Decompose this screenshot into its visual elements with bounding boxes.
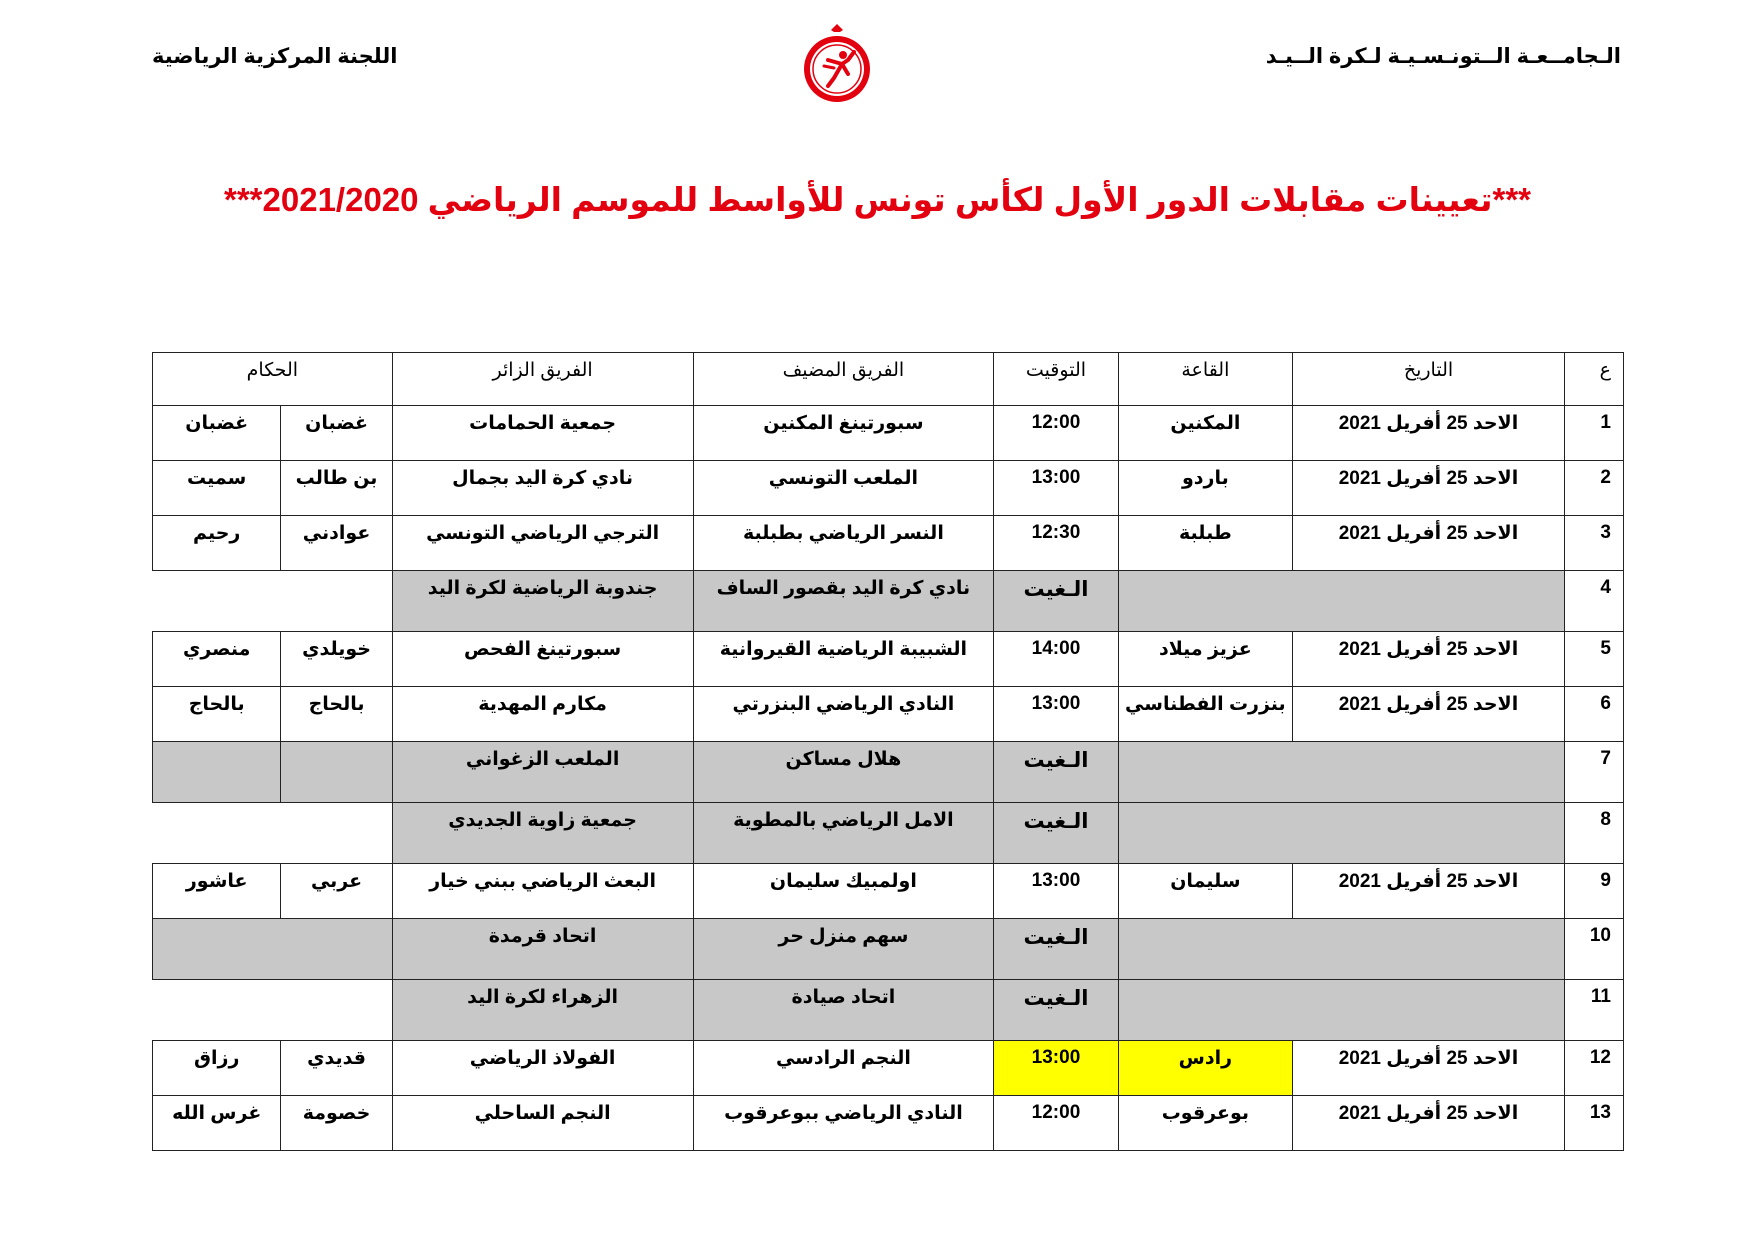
match-number: 11	[1564, 980, 1623, 1041]
match-venue: المكنين	[1118, 406, 1292, 461]
match-number: 9	[1564, 864, 1623, 919]
match-number: 1	[1564, 406, 1623, 461]
match-number: 7	[1564, 742, 1623, 803]
away-team: مكارم المهدية	[392, 687, 693, 742]
header-venue: القاعة	[1118, 353, 1292, 406]
cancelled-label: الـغيت	[994, 803, 1118, 864]
referee-2: غضبان	[153, 406, 281, 461]
empty-referee-cell	[281, 742, 392, 803]
table-row	[153, 406, 1624, 461]
match-venue: رادس	[1118, 1041, 1292, 1096]
committee-name: اللجنة المركزية الرياضية	[152, 45, 398, 68]
referee-1: عوادني	[281, 516, 392, 571]
match-number: 5	[1564, 632, 1623, 687]
empty-cell	[153, 571, 393, 632]
home-team: النسر الرياضي بطبلبة	[693, 516, 994, 571]
header-away: الفريق الزائر	[392, 353, 693, 406]
match-number: 13	[1564, 1096, 1623, 1151]
match-date: الاحد 25 أفريل 2021	[1293, 1041, 1565, 1096]
match-date: الاحد 25 أفريل 2021	[1293, 406, 1565, 461]
match-venue: بنزرت الفطناسي	[1118, 687, 1292, 742]
away-team: الملعب الزغواني	[392, 742, 693, 803]
referee-2: رزاق	[153, 1041, 281, 1096]
referee-1: خويلدي	[281, 632, 392, 687]
table-row	[153, 742, 1624, 803]
empty-referee-cell	[153, 742, 281, 803]
match-venue: بوعرقوب	[1118, 1096, 1292, 1151]
table-row	[153, 803, 1624, 864]
match-time: 12:00	[994, 1096, 1118, 1151]
referee-2: سميت	[153, 461, 281, 516]
empty-shaded-cell	[1118, 919, 1564, 980]
federation-name: الـجامــعـة الــتونـسـيـة لـكرة الــيـد	[1265, 45, 1621, 68]
match-date: الاحد 25 أفريل 2021	[1293, 461, 1565, 516]
table-row	[153, 980, 1624, 1041]
match-number: 3	[1564, 516, 1623, 571]
referee-2: منصري	[153, 632, 281, 687]
table-row	[153, 632, 1624, 687]
home-team: سهم منزل حر	[693, 919, 994, 980]
away-team: جمعية زاوية الجديدي	[392, 803, 693, 864]
table-row	[153, 864, 1624, 919]
match-venue: سليمان	[1118, 864, 1292, 919]
cancelled-label: الـغيت	[994, 980, 1118, 1041]
match-date: الاحد 25 أفريل 2021	[1293, 516, 1565, 571]
referee-1: عربي	[281, 864, 392, 919]
table-row	[153, 1096, 1624, 1151]
home-team: النادي الرياضي ببوعرقوب	[693, 1096, 994, 1151]
page-title: ***تعيينات مقابلات الدور الأول لكأس تونس للأواسط للموسم الرياضي 2021/2020***	[223, 181, 1532, 218]
empty-shaded-cell	[1118, 742, 1564, 803]
match-number: 12	[1564, 1041, 1623, 1096]
away-team: الزهراء لكرة اليد	[392, 980, 693, 1041]
away-team: البعث الرياضي ببني خيار	[392, 864, 693, 919]
referee-1: قديدي	[281, 1041, 392, 1096]
empty-shaded-cell	[1118, 980, 1564, 1041]
referee-2: عاشور	[153, 864, 281, 919]
table-row	[153, 919, 1624, 980]
match-date: الاحد 25 أفريل 2021	[1293, 1096, 1565, 1151]
match-time: 12:00	[994, 406, 1118, 461]
match-time: 13:00	[994, 461, 1118, 516]
match-number: 8	[1564, 803, 1623, 864]
away-team: سبورتينغ الفحص	[392, 632, 693, 687]
away-team: النجم الساحلي	[392, 1096, 693, 1151]
home-team: سبورتينغ المكنين	[693, 406, 994, 461]
table-row	[153, 516, 1624, 571]
header-time: التوقيت	[994, 353, 1118, 406]
match-date: الاحد 25 أفريل 2021	[1293, 864, 1565, 919]
home-team: النادي الرياضي البنزرتي	[693, 687, 994, 742]
match-number: 4	[1564, 571, 1623, 632]
match-time: 12:30	[994, 516, 1118, 571]
away-team: جمعية الحمامات	[392, 406, 693, 461]
home-team: نادي كرة اليد بقصور الساف	[693, 571, 994, 632]
match-time: 13:00	[994, 687, 1118, 742]
away-team: جندوبة الرياضية لكرة اليد	[392, 571, 693, 632]
empty-cell	[153, 803, 393, 864]
cancelled-label: الـغيت	[994, 919, 1118, 980]
home-team: النجم الرادسي	[693, 1041, 994, 1096]
referee-1: غضبان	[281, 406, 392, 461]
match-venue: طبلبة	[1118, 516, 1292, 571]
cancelled-label: الـغيت	[994, 742, 1118, 803]
home-team: هلال مساكن	[693, 742, 994, 803]
table-header-row	[153, 353, 1624, 406]
home-team: الملعب التونسي	[693, 461, 994, 516]
away-team: الفولاذ الرياضي	[392, 1041, 693, 1096]
empty-shaded-cell	[1118, 803, 1564, 864]
handball-federation-logo-icon	[798, 22, 876, 106]
home-team: اتحاد صيادة	[693, 980, 994, 1041]
cancelled-label: الـغيت	[994, 571, 1118, 632]
match-venue: باردو	[1118, 461, 1292, 516]
match-number: 6	[1564, 687, 1623, 742]
match-number: 2	[1564, 461, 1623, 516]
referee-1: خصومة	[281, 1096, 392, 1151]
header-num: ع	[1564, 353, 1623, 406]
referee-2: رحيم	[153, 516, 281, 571]
header-home: الفريق المضيف	[693, 353, 994, 406]
table-row	[153, 461, 1624, 516]
header-refs: الحكام	[153, 353, 393, 406]
table-row	[153, 687, 1624, 742]
away-team: اتحاد قرمدة	[392, 919, 693, 980]
match-number: 10	[1564, 919, 1623, 980]
away-team: نادي كرة اليد بجمال	[392, 461, 693, 516]
match-time: 13:00	[994, 1041, 1118, 1096]
referee-1: بن طالب	[281, 461, 392, 516]
empty-cell	[153, 980, 393, 1041]
referee-2: غرس الله	[153, 1096, 281, 1151]
assignments-table	[152, 352, 1624, 1151]
match-time: 14:00	[994, 632, 1118, 687]
home-team: اولمبيك سليمان	[693, 864, 994, 919]
empty-shaded-cell	[1118, 571, 1564, 632]
table-row	[153, 1041, 1624, 1096]
home-team: الشبيبة الرياضية القيروانية	[693, 632, 994, 687]
match-date: الاحد 25 أفريل 2021	[1293, 687, 1565, 742]
empty-referee-cell	[153, 919, 393, 980]
away-team: الترجي الرياضي التونسي	[392, 516, 693, 571]
referee-2: بالحاج	[153, 687, 281, 742]
referee-1: بالحاج	[281, 687, 392, 742]
header-date: التاريخ	[1293, 353, 1565, 406]
match-venue: عزيز ميلاد	[1118, 632, 1292, 687]
match-date: الاحد 25 أفريل 2021	[1293, 632, 1565, 687]
table-row	[153, 571, 1624, 632]
match-time: 13:00	[994, 864, 1118, 919]
home-team: الامل الرياضي بالمطوية	[693, 803, 994, 864]
